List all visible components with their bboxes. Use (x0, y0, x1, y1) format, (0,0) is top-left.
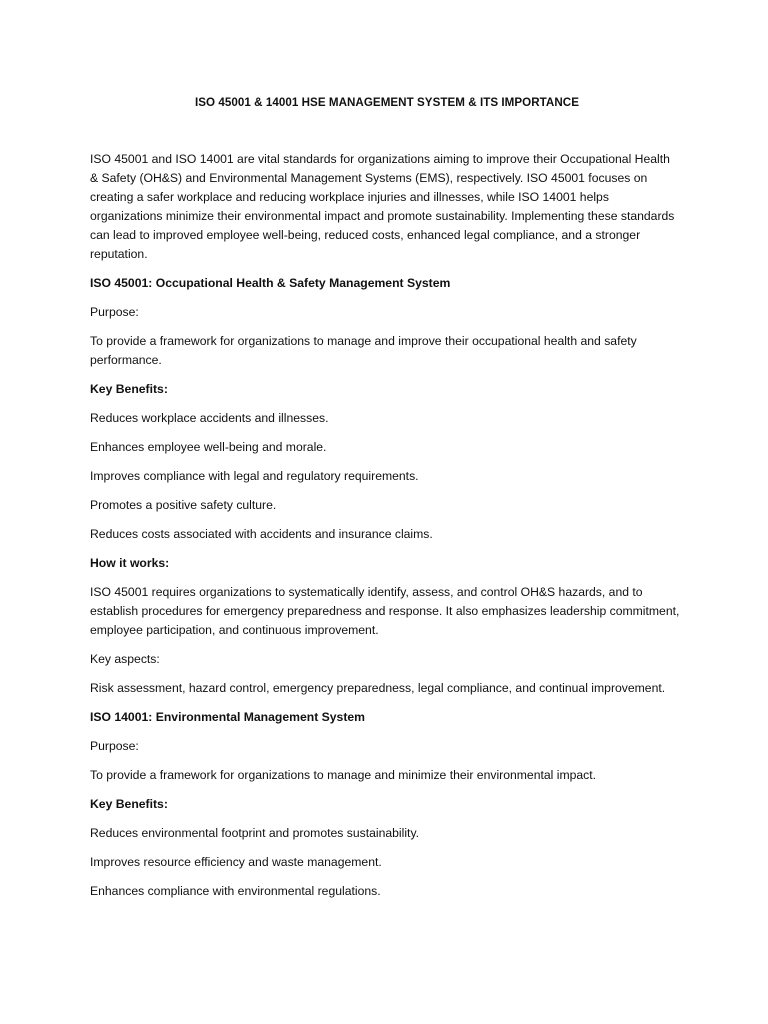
iso14001-benefit-item: Enhances compliance with environmental regulations. (90, 884, 381, 898)
iso14001-benefit-item: Improves resource efficiency and waste management. (90, 855, 382, 869)
iso45001-heading: ISO 45001: Occupational Health & Safety Management System (90, 276, 451, 290)
document-body (90, 93, 680, 911)
iso45001-benefit-item: Reduces workplace accidents and illnesses. (90, 411, 329, 425)
iso45001-aspects-text: Risk assessment, hazard control, emergency preparedness, legal compliance, and continual improvement. (90, 681, 666, 695)
iso14001-benefits-label: Key Benefits: (90, 797, 168, 811)
iso45001-purpose-text: To provide a framework for organizations to manage and improve their occupational health and safety performance. (90, 334, 637, 367)
iso45001-benefits-label: Key Benefits: (90, 382, 168, 396)
iso14001-benefit-item: Reduces environmental footprint and promotes sustainability. (90, 826, 420, 840)
iso45001-benefit-item: Reduces costs associated with accidents and insurance claims. (90, 527, 433, 541)
iso14001-purpose-label: Purpose: (90, 739, 139, 753)
iso45001-purpose-label: Purpose: (90, 305, 139, 319)
iso45001-aspects-label: Key aspects: (90, 652, 160, 666)
iso45001-benefit-item: Enhances employee well-being and morale. (90, 440, 327, 454)
document-title: ISO 45001 & 14001 HSE MANAGEMENT SYSTEM & ITS IMPORTANCE (195, 96, 579, 109)
intro-paragraph: ISO 45001 and ISO 14001 are vital standards for organizations aiming to improve their Occupational Health & Safety (OH&S) and Environmental Management Systems (EMS), respectively. ISO 45001 focuses on creating a safer workplace and reducing workplace injuries and illnesses, while ISO 14001 helps organizations minimize their environmental impact and promote sustainability. Implementing these standards can lead to improved employee well-being, reduced costs, enhanced legal compliance, and a stronger reputation. (90, 152, 675, 261)
iso45001-how-label: How it works: (90, 556, 170, 570)
iso45001-benefit-item: Promotes a positive safety culture. (90, 498, 277, 512)
iso45001-how-text: ISO 45001 requires organizations to systematically identify, assess, and control OH&S hazards, and to establish procedures for emergency preparedness and response. It also emphasizes leadership commitment, employee participation, and continuous improvement. (90, 585, 680, 637)
iso14001-heading: ISO 14001: Environmental Management System (90, 710, 365, 724)
iso14001-purpose-text: To provide a framework for organizations to manage and minimize their environmental impact. (90, 768, 597, 782)
iso45001-benefit-item: Improves compliance with legal and regulatory requirements. (90, 469, 419, 483)
